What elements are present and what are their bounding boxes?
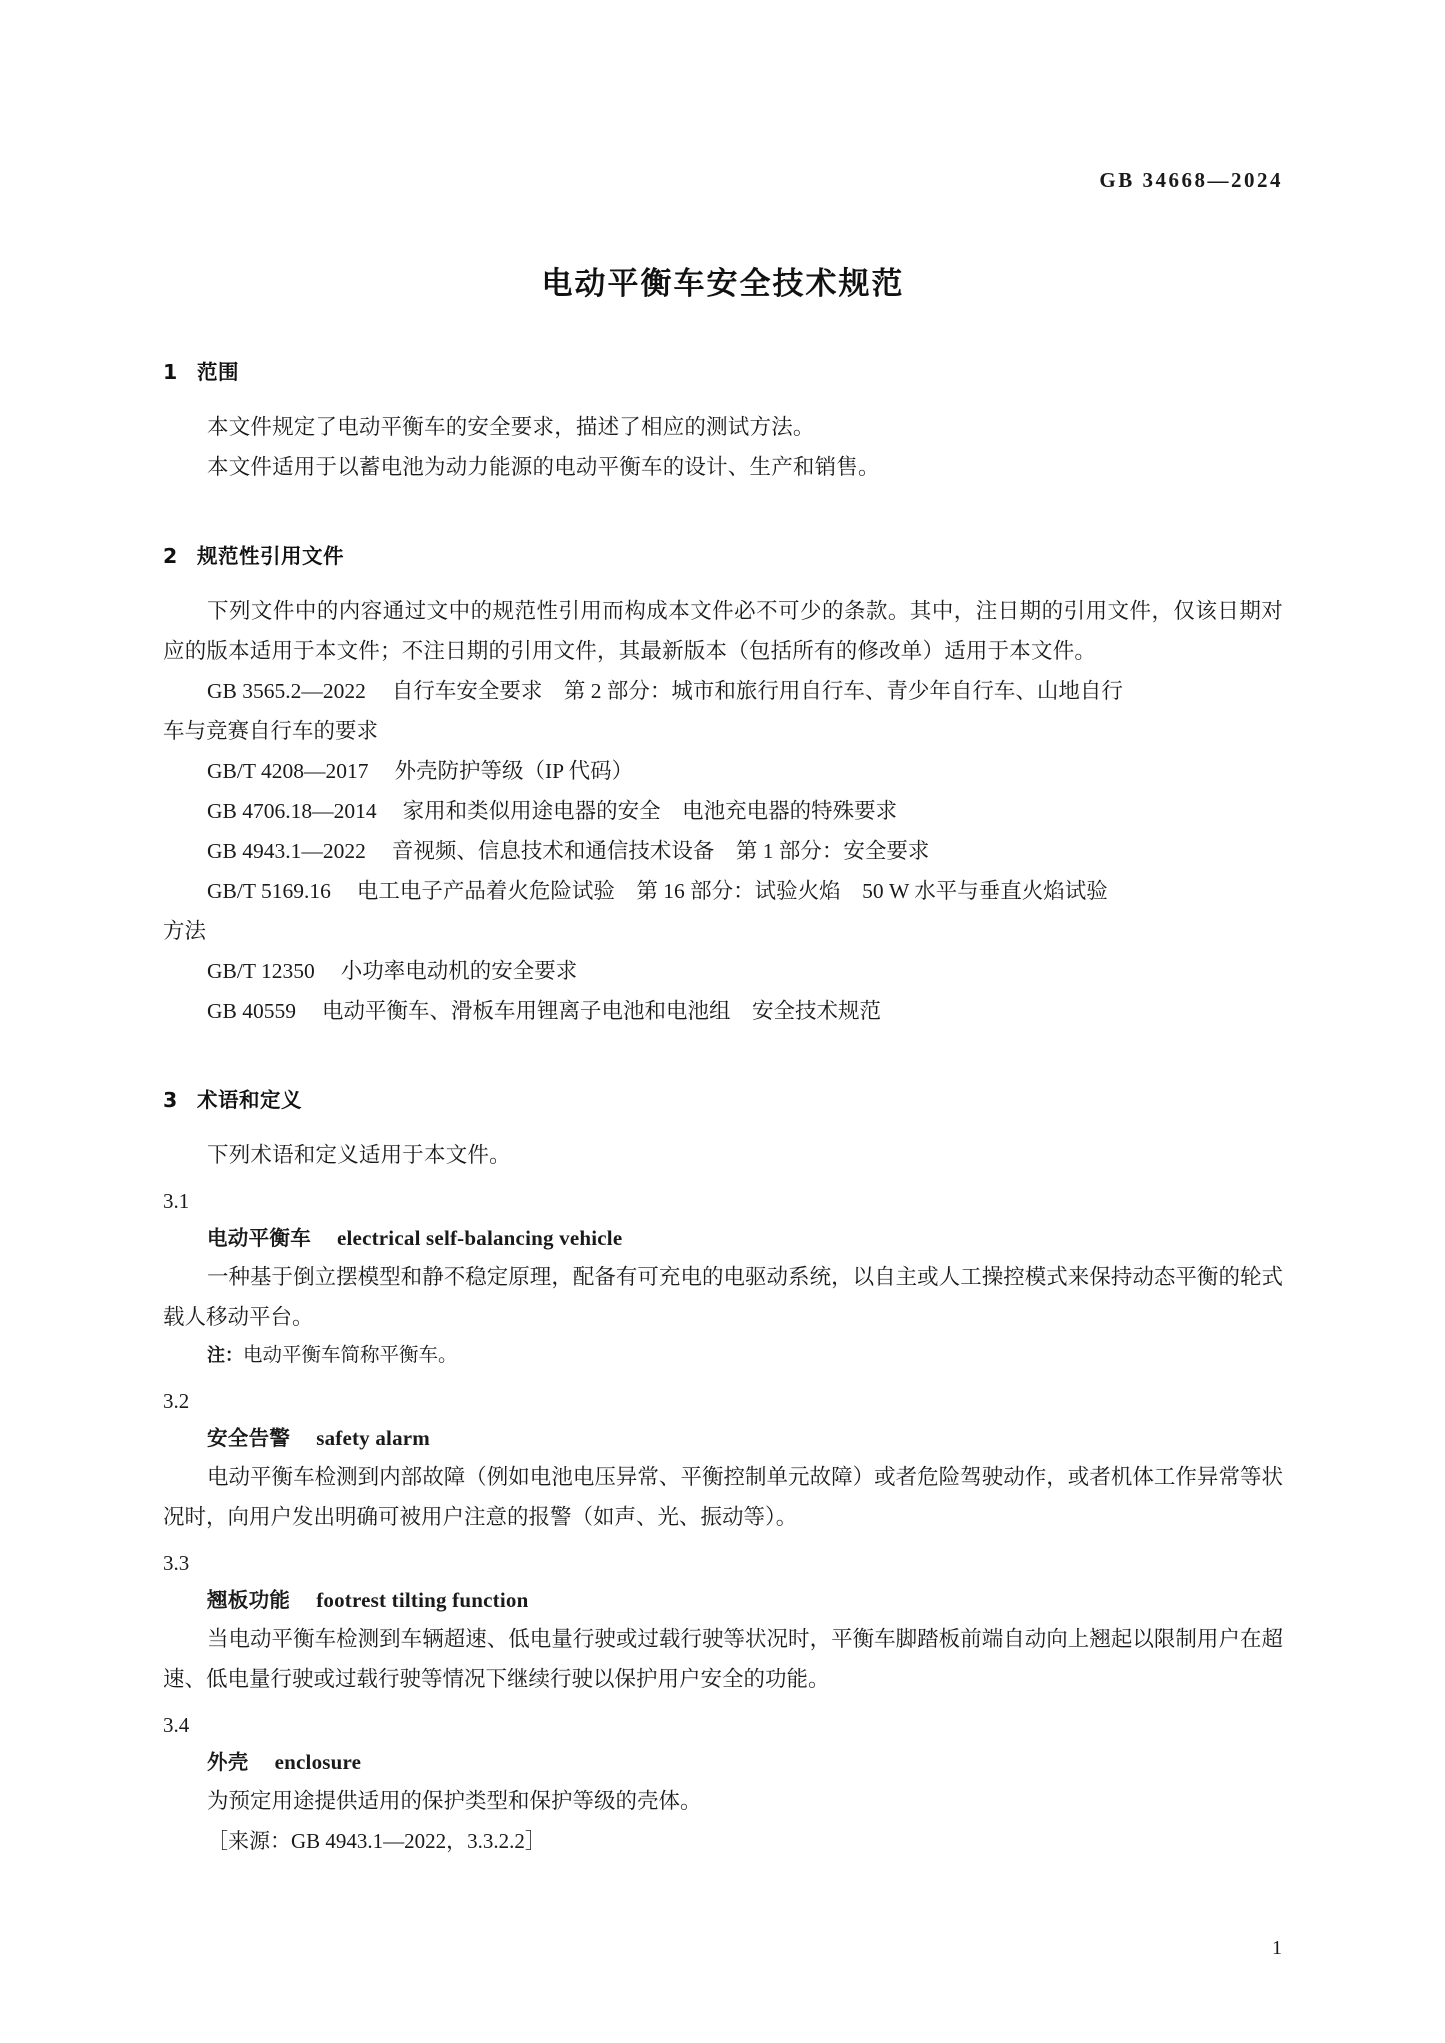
term-number: 3.2 [163, 1389, 190, 1413]
normative-ref-item [163, 951, 1283, 991]
term-name-en: enclosure [274, 1750, 362, 1774]
ref-text: 电动平衡车、滑板车用锂离子电池和电池组 安全技术规范 [322, 999, 882, 1023]
ref-code: GB/T 12350 [207, 959, 315, 983]
ref-text: 自行车安全要求 第 2 部分：城市和旅行用自行车、青少年自行车、山地自行 [391, 679, 1123, 703]
term-name-en: footrest tilting function [316, 1588, 529, 1612]
term-definition: 一种基于倒立摆模型和静不稳定原理，配备有可充电的电驱动系统，以自主或人工操控模式来保持动态平衡的轮式载人移动平台。 [163, 1265, 1283, 1329]
term-number: 3.4 [163, 1713, 190, 1737]
clause-number-2: 2 [163, 544, 178, 568]
clause-label-2: 规范性引用文件 [197, 544, 344, 568]
normative-ref-continuation: 方法 [163, 919, 207, 943]
term-definition: 为预定用途提供适用的保护类型和保护等级的壳体。 [207, 1789, 702, 1813]
normative-ref-item [163, 871, 1283, 911]
term-note [207, 1337, 1283, 1375]
ref-text: 家用和类似用途电器的安全 电池充电器的特殊要求 [402, 799, 898, 823]
ref-text: 音视频、信息技术和通信技术设备 第 1 部分：安全要求 [391, 839, 930, 863]
ref-code: GB 4706.18—2014 [207, 799, 377, 823]
ref-code: GB 40559 [207, 999, 296, 1023]
page-number: 1 [1272, 1937, 1282, 1959]
term-name-zh: 电动平衡车 [207, 1226, 311, 1250]
page-content [163, 0, 1283, 1861]
term-name-zh: 翘板功能 [207, 1588, 291, 1612]
term-name [207, 1581, 1283, 1619]
normative-ref-item [163, 671, 1283, 711]
clause-heading-1 [163, 355, 1283, 385]
clause-label-1: 范围 [197, 360, 239, 384]
standard-code: GB 34668—2024 [1099, 168, 1283, 192]
term-definition: 当电动平衡车检测到车辆超速、低电量行驶或过载行驶等状况时，平衡车脚踏板前端自动向上翘起以限制用户在超速、低电量行驶或过载行驶等情况下继续行驶以保护用户安全的功能。 [163, 1627, 1283, 1691]
clause-number-3: 3 [163, 1088, 178, 1112]
term-number: 3.3 [163, 1551, 190, 1575]
clause-heading-2 [163, 539, 1283, 569]
term-name [207, 1743, 1283, 1781]
note-text: 电动平衡车简称平衡车。 [243, 1345, 458, 1366]
scope-paragraph-1: 本文件规定了电动平衡车的安全要求，描述了相应的测试方法。 [207, 415, 815, 439]
term-definition: 电动平衡车检测到内部故障（例如电池电压异常、平衡控制单元故障）或者危险驾驶动作，或者机体工作异常等状况时，向用户发出明确可被用户注意的报警（如声、光、振动等）。 [163, 1465, 1283, 1529]
normative-ref-item [163, 791, 1283, 831]
ref-code: GB 3565.2—2022 [207, 679, 366, 703]
normative-refs-intro: 下列文件中的内容通过文中的规范性引用而构成本文件必不可少的条款。其中，注日期的引用文件，仅该日期对应的版本适用于本文件；不注日期的引用文件，其最新版本（包括所有的修改单）适用于本文件。 [163, 599, 1283, 663]
clause-label-3: 术语和定义 [197, 1088, 302, 1112]
ref-code: GB/T 4208—2017 [207, 759, 369, 783]
ref-text: 电工电子产品着火危险试验 第 16 部分：试验火焰 50 W 水平与垂直火焰试验 [356, 879, 1108, 903]
term-name [207, 1219, 1283, 1257]
scope-paragraph-2: 本文件适用于以蓄电池为动力能源的电动平衡车的设计、生产和销售。 [207, 455, 880, 479]
clause-number-1: 1 [163, 360, 178, 384]
normative-ref-item [163, 831, 1283, 871]
term-name-en: electrical self-balancing vehicle [337, 1226, 623, 1250]
normative-ref-item [163, 991, 1283, 1031]
normative-ref-continuation: 车与竞赛自行车的要求 [163, 719, 379, 743]
terms-intro: 下列术语和定义适用于本文件。 [207, 1143, 511, 1167]
normative-ref-item [163, 751, 1283, 791]
ref-code: GB/T 5169.16 [207, 879, 331, 903]
term-source: ［来源：GB 4943.1—2022，3.3.2.2］ [207, 1829, 546, 1853]
ref-text: 外壳防护等级（IP 代码） [394, 759, 634, 783]
ref-code: GB 4943.1—2022 [207, 839, 366, 863]
document-title: 电动平衡车安全技术规范 [541, 266, 905, 302]
ref-text: 小功率电动机的安全要求 [340, 959, 578, 983]
page-header [163, 168, 1283, 193]
term-name-en: safety alarm [316, 1426, 430, 1450]
term-name-zh: 安全告警 [207, 1426, 291, 1450]
term-name [207, 1419, 1283, 1457]
clause-heading-3 [163, 1083, 1283, 1113]
note-label: 注： [207, 1345, 243, 1366]
term-name-zh: 外壳 [207, 1750, 249, 1774]
term-number: 3.1 [163, 1189, 190, 1213]
